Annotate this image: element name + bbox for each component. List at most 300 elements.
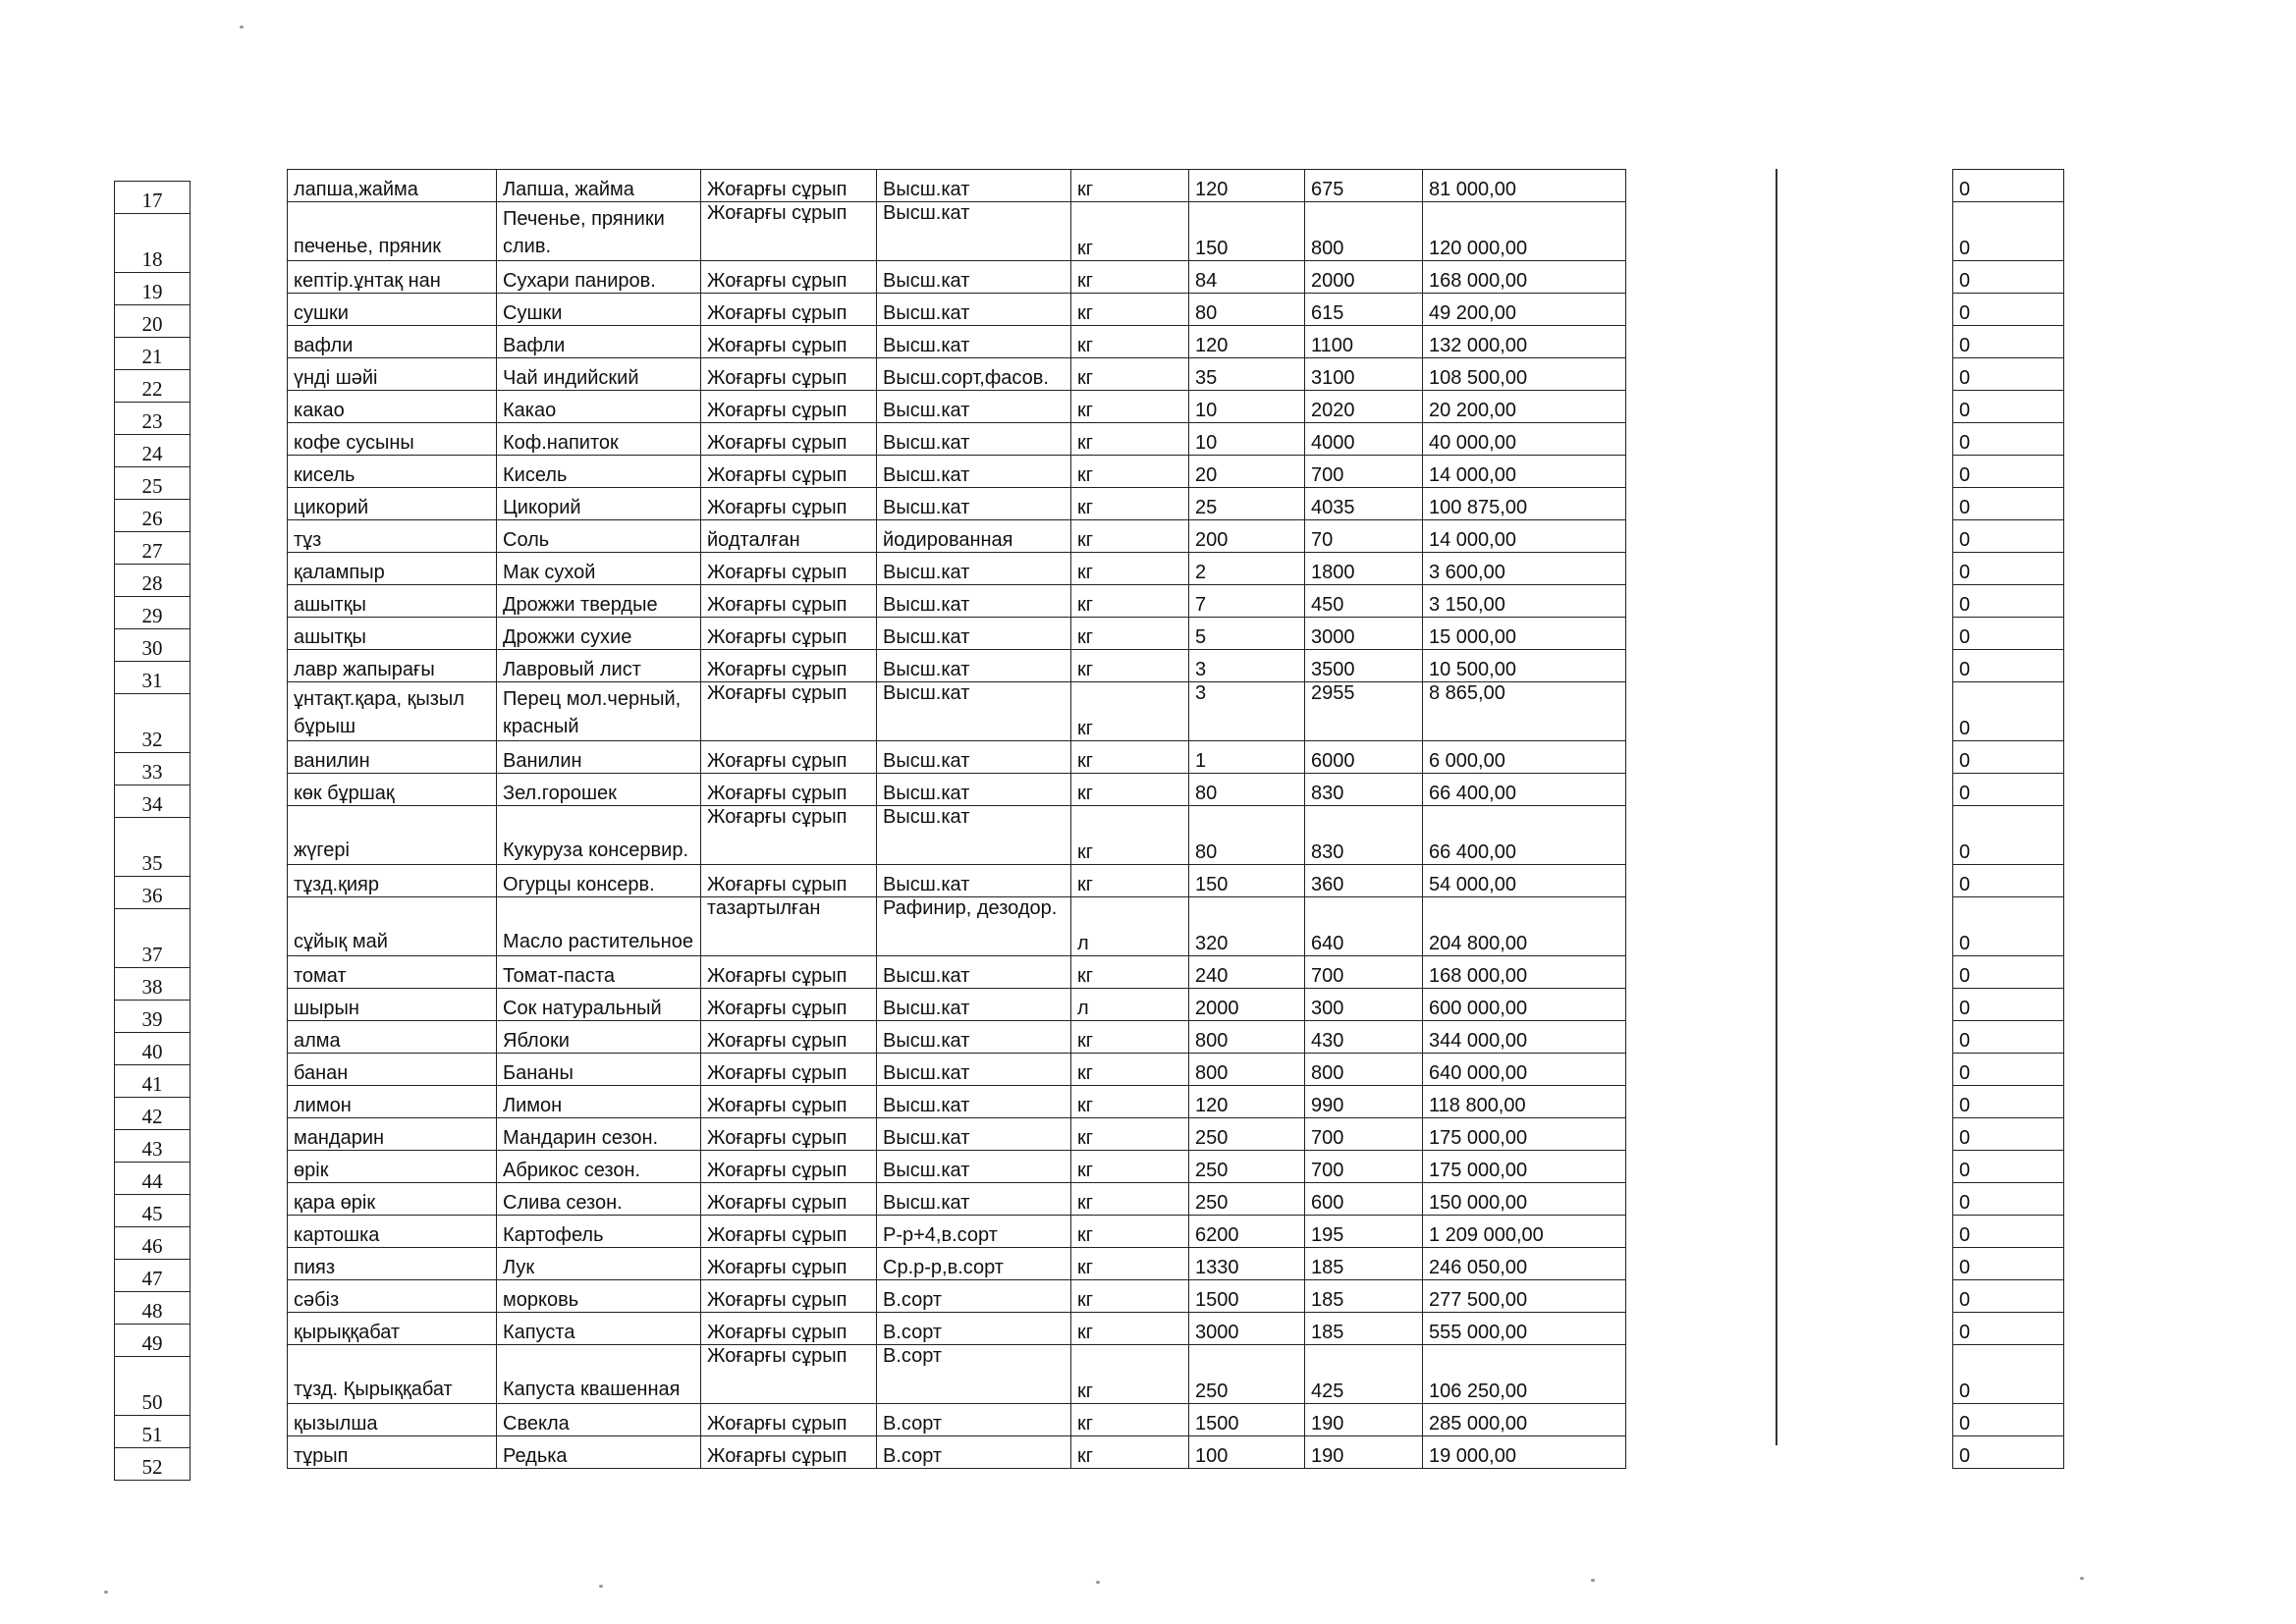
cell-sum: 19 000,00	[1423, 1436, 1626, 1469]
cell-name-kk: лапша,жайма	[288, 170, 497, 202]
cell-name-ru: Чай индийский	[497, 358, 701, 391]
extra-value: 0	[1953, 170, 2064, 202]
row-number: 29	[115, 597, 191, 629]
row-number: 43	[115, 1130, 191, 1163]
row-number: 18	[115, 214, 191, 273]
table-row	[288, 326, 1626, 358]
cell-quantity: 10	[1189, 391, 1305, 423]
cell-price: 2000	[1305, 261, 1423, 294]
row-number-row	[115, 1163, 191, 1195]
cell-name-ru: Масло растительное	[497, 897, 701, 956]
cell-quantity: 80	[1189, 294, 1305, 326]
extra-value: 0	[1953, 553, 2064, 585]
row-number: 17	[115, 182, 191, 214]
cell-price: 430	[1305, 1021, 1423, 1054]
cell-name-ru: Лук	[497, 1248, 701, 1280]
cell-name-ru: Слива сезон.	[497, 1183, 701, 1216]
cell-quantity: 10	[1189, 423, 1305, 456]
row-number: 31	[115, 662, 191, 694]
cell-price: 185	[1305, 1280, 1423, 1313]
row-number-row	[115, 1292, 191, 1325]
cell-grade-kk: Жоғарғы сұрып	[701, 1054, 877, 1086]
cell-unit: кг	[1071, 488, 1189, 520]
cell-name-kk: сұйық май	[288, 897, 497, 956]
cell-quantity: 150	[1189, 202, 1305, 261]
row-number-row	[115, 1325, 191, 1357]
row-number: 23	[115, 403, 191, 435]
cell-grade-kk: Жоғарғы сұрып	[701, 741, 877, 774]
cell-name-ru: Цикорий	[497, 488, 701, 520]
cell-unit: кг	[1071, 1054, 1189, 1086]
cell-sum: 14 000,00	[1423, 520, 1626, 553]
table-row	[288, 1248, 1626, 1280]
extra-row	[1953, 1280, 2064, 1313]
cell-price: 4035	[1305, 488, 1423, 520]
row-number-row	[115, 1001, 191, 1033]
cell-price: 1100	[1305, 326, 1423, 358]
row-number-row	[115, 1033, 191, 1065]
cell-price: 3000	[1305, 618, 1423, 650]
cell-sum: 3 600,00	[1423, 553, 1626, 585]
cell-grade-ru: Высш.кат	[877, 553, 1071, 585]
cell-name-ru: Сухари паниров.	[497, 261, 701, 294]
cell-name-kk: тұз	[288, 520, 497, 553]
table-row	[288, 1345, 1626, 1404]
row-number-row	[115, 182, 191, 214]
cell-grade-ru: Высш.кат	[877, 585, 1071, 618]
cell-grade-kk: Жоғарғы сұрып	[701, 682, 877, 741]
cell-price: 4000	[1305, 423, 1423, 456]
cell-grade-kk: Жоғарғы сұрып	[701, 1404, 877, 1436]
extra-value: 0	[1953, 806, 2064, 865]
table-row	[288, 553, 1626, 585]
cell-grade-ru: Ср.р-р,в.сорт	[877, 1248, 1071, 1280]
extra-row	[1953, 202, 2064, 261]
cell-unit: кг	[1071, 170, 1189, 202]
cell-unit: кг	[1071, 865, 1189, 897]
cell-price: 700	[1305, 956, 1423, 989]
cell-grade-kk: Жоғарғы сұрып	[701, 261, 877, 294]
extra-value: 0	[1953, 989, 2064, 1021]
extra-row	[1953, 1054, 2064, 1086]
extra-value: 0	[1953, 1248, 2064, 1280]
row-number-row	[115, 1260, 191, 1292]
cell-name-ru: Капуста квашенная	[497, 1345, 701, 1404]
cell-grade-kk: Жоғарғы сұрып	[701, 956, 877, 989]
row-number-row	[115, 500, 191, 532]
cell-quantity: 3000	[1189, 1313, 1305, 1345]
cell-sum: 6 000,00	[1423, 741, 1626, 774]
table-row	[288, 391, 1626, 423]
extra-value: 0	[1953, 1021, 2064, 1054]
extra-row	[1953, 1436, 2064, 1469]
cell-price: 425	[1305, 1345, 1423, 1404]
cell-sum: 555 000,00	[1423, 1313, 1626, 1345]
cell-quantity: 5	[1189, 618, 1305, 650]
extra-value: 0	[1953, 488, 2064, 520]
extra-value: 0	[1953, 261, 2064, 294]
extra-row	[1953, 391, 2064, 423]
cell-name-kk: ашытқы	[288, 585, 497, 618]
cell-name-ru: Томат-паста	[497, 956, 701, 989]
cell-quantity: 2	[1189, 553, 1305, 585]
cell-name-ru: Вафли	[497, 326, 701, 358]
cell-grade-ru: Высш.кат	[877, 1054, 1071, 1086]
extra-value: 0	[1953, 865, 2064, 897]
extra-value: 0	[1953, 1345, 2064, 1404]
cell-grade-ru: Высш.кат	[877, 806, 1071, 865]
cell-grade-kk: Жоғарғы сұрып	[701, 553, 877, 585]
table-row	[288, 774, 1626, 806]
row-number: 50	[115, 1357, 191, 1416]
cell-name-kk: сушки	[288, 294, 497, 326]
row-number-row	[115, 403, 191, 435]
cell-sum: 3 150,00	[1423, 585, 1626, 618]
cell-grade-kk: Жоғарғы сұрып	[701, 650, 877, 682]
cell-unit: л	[1071, 897, 1189, 956]
cell-price: 185	[1305, 1248, 1423, 1280]
row-number-row	[115, 785, 191, 818]
extra-value: 0	[1953, 520, 2064, 553]
cell-name-ru: Яблоки	[497, 1021, 701, 1054]
cell-price: 1800	[1305, 553, 1423, 585]
cell-price: 2020	[1305, 391, 1423, 423]
extra-value: 0	[1953, 741, 2064, 774]
cell-grade-kk: Жоғарғы сұрып	[701, 1151, 877, 1183]
row-number-row	[115, 1130, 191, 1163]
cell-grade-ru: Высш.кат	[877, 741, 1071, 774]
cell-grade-ru: В.сорт	[877, 1313, 1071, 1345]
extra-row	[1953, 294, 2064, 326]
cell-unit: кг	[1071, 956, 1189, 989]
row-number-row	[115, 1195, 191, 1227]
cell-name-kk: кисель	[288, 456, 497, 488]
cell-grade-ru: Высш.кат	[877, 456, 1071, 488]
row-number-row	[115, 909, 191, 968]
cell-quantity: 3	[1189, 682, 1305, 741]
cell-unit: кг	[1071, 456, 1189, 488]
table-row	[288, 806, 1626, 865]
table-row	[288, 585, 1626, 618]
table-row	[288, 261, 1626, 294]
cell-quantity: 100	[1189, 1436, 1305, 1469]
cell-price: 830	[1305, 806, 1423, 865]
table-row	[288, 897, 1626, 956]
cell-unit: кг	[1071, 1021, 1189, 1054]
row-number: 33	[115, 753, 191, 785]
cell-sum: 175 000,00	[1423, 1151, 1626, 1183]
scan-speck	[104, 1591, 108, 1594]
row-number-row	[115, 629, 191, 662]
cell-name-kk: вафли	[288, 326, 497, 358]
cell-price: 700	[1305, 1151, 1423, 1183]
cell-grade-ru: Высш.кат	[877, 170, 1071, 202]
row-number-row	[115, 597, 191, 629]
extra-value: 0	[1953, 1118, 2064, 1151]
row-number-row	[115, 1227, 191, 1260]
cell-sum: 168 000,00	[1423, 956, 1626, 989]
extra-row	[1953, 774, 2064, 806]
cell-grade-kk: Жоғарғы сұрып	[701, 774, 877, 806]
extra-value: 0	[1953, 1216, 2064, 1248]
row-number-row	[115, 1357, 191, 1416]
cell-price: 800	[1305, 1054, 1423, 1086]
row-number-row	[115, 532, 191, 565]
cell-sum: 640 000,00	[1423, 1054, 1626, 1086]
table-row	[288, 1183, 1626, 1216]
table-row	[288, 956, 1626, 989]
cell-name-kk: сәбіз	[288, 1280, 497, 1313]
scan-speck	[599, 1585, 603, 1588]
cell-sum: 1 209 000,00	[1423, 1216, 1626, 1248]
extra-row	[1953, 1086, 2064, 1118]
table-row	[288, 456, 1626, 488]
cell-name-kk: шырын	[288, 989, 497, 1021]
table-row	[288, 1086, 1626, 1118]
cell-grade-ru: Высш.кат	[877, 1151, 1071, 1183]
cell-price: 185	[1305, 1313, 1423, 1345]
row-number: 44	[115, 1163, 191, 1195]
cell-name-kk: печенье, пряник	[288, 202, 497, 261]
cell-name-ru: Коф.напиток	[497, 423, 701, 456]
cell-sum: 285 000,00	[1423, 1404, 1626, 1436]
cell-grade-kk: Жоғарғы сұрып	[701, 1216, 877, 1248]
cell-grade-ru: Высш.кат	[877, 1183, 1071, 1216]
cell-grade-ru: В.сорт	[877, 1404, 1071, 1436]
cell-name-kk: лимон	[288, 1086, 497, 1118]
cell-name-kk: цикорий	[288, 488, 497, 520]
cell-grade-kk: Жоғарғы сұрып	[701, 202, 877, 261]
extra-value: 0	[1953, 585, 2064, 618]
cell-unit: кг	[1071, 682, 1189, 741]
table-row	[288, 520, 1626, 553]
cell-sum: 20 200,00	[1423, 391, 1626, 423]
extra-row	[1953, 326, 2064, 358]
extra-value: 0	[1953, 391, 2064, 423]
cell-name-kk: тұрып	[288, 1436, 497, 1469]
table-row	[288, 989, 1626, 1021]
cell-name-kk: кофе сусыны	[288, 423, 497, 456]
table-row	[288, 1118, 1626, 1151]
extra-row	[1953, 1404, 2064, 1436]
extra-value: 0	[1953, 358, 2064, 391]
cell-grade-kk: Жоғарғы сұрып	[701, 1118, 877, 1151]
row-number-row	[115, 565, 191, 597]
cell-sum: 277 500,00	[1423, 1280, 1626, 1313]
cell-unit: кг	[1071, 1280, 1189, 1313]
cell-grade-ru: йодированная	[877, 520, 1071, 553]
cell-name-ru: Дрожжи сухие	[497, 618, 701, 650]
row-number: 37	[115, 909, 191, 968]
cell-grade-kk: Жоғарғы сұрып	[701, 170, 877, 202]
cell-unit: кг	[1071, 1216, 1189, 1248]
row-number-row	[115, 467, 191, 500]
cell-grade-ru: Высш.кат	[877, 294, 1071, 326]
cell-name-ru: Сок натуральный	[497, 989, 701, 1021]
row-number-row	[115, 694, 191, 753]
cell-sum: 118 800,00	[1423, 1086, 1626, 1118]
extra-row	[1953, 806, 2064, 865]
cell-sum: 49 200,00	[1423, 294, 1626, 326]
cell-name-kk: лавр жапырағы	[288, 650, 497, 682]
cell-sum: 150 000,00	[1423, 1183, 1626, 1216]
cell-quantity: 80	[1189, 806, 1305, 865]
table-row	[288, 1313, 1626, 1345]
extra-row	[1953, 989, 2064, 1021]
cell-name-ru: морковь	[497, 1280, 701, 1313]
cell-grade-kk: тазартылған	[701, 897, 877, 956]
cell-unit: кг	[1071, 1118, 1189, 1151]
row-number-row	[115, 338, 191, 370]
cell-grade-ru: Высш.кат	[877, 650, 1071, 682]
extra-row	[1953, 956, 2064, 989]
table-row	[288, 170, 1626, 202]
extra-row	[1953, 1118, 2064, 1151]
extra-value: 0	[1953, 682, 2064, 741]
cell-name-kk: тұзд.қияр	[288, 865, 497, 897]
cell-quantity: 800	[1189, 1054, 1305, 1086]
row-number-row	[115, 818, 191, 877]
cell-sum: 10 500,00	[1423, 650, 1626, 682]
row-number: 35	[115, 818, 191, 877]
table-row	[288, 1021, 1626, 1054]
cell-unit: кг	[1071, 261, 1189, 294]
cell-quantity: 240	[1189, 956, 1305, 989]
extra-row	[1953, 585, 2064, 618]
cell-name-ru: Лапша, жайма	[497, 170, 701, 202]
cell-sum: 66 400,00	[1423, 806, 1626, 865]
cell-name-ru: Соль	[497, 520, 701, 553]
cell-name-ru: Дрожжи твердые	[497, 585, 701, 618]
cell-sum: 120 000,00	[1423, 202, 1626, 261]
row-number: 32	[115, 694, 191, 753]
extra-row	[1953, 456, 2064, 488]
cell-price: 640	[1305, 897, 1423, 956]
extra-value: 0	[1953, 423, 2064, 456]
product-table	[287, 169, 1626, 1469]
cell-quantity: 1	[1189, 741, 1305, 774]
cell-price: 195	[1305, 1216, 1423, 1248]
cell-unit: кг	[1071, 326, 1189, 358]
cell-quantity: 35	[1189, 358, 1305, 391]
row-number: 22	[115, 370, 191, 403]
table-row	[288, 865, 1626, 897]
extra-row	[1953, 1021, 2064, 1054]
cell-quantity: 84	[1189, 261, 1305, 294]
cell-sum: 344 000,00	[1423, 1021, 1626, 1054]
row-number-row	[115, 968, 191, 1001]
table-row	[288, 1404, 1626, 1436]
extra-value: 0	[1953, 956, 2064, 989]
cell-unit: кг	[1071, 1345, 1189, 1404]
cell-name-ru: Перец мол.черный, красный	[497, 682, 701, 741]
cell-quantity: 80	[1189, 774, 1305, 806]
cell-quantity: 20	[1189, 456, 1305, 488]
cell-sum: 204 800,00	[1423, 897, 1626, 956]
cell-unit: кг	[1071, 202, 1189, 261]
row-number: 20	[115, 305, 191, 338]
cell-grade-kk: Жоғарғы сұрып	[701, 1436, 877, 1469]
cell-quantity: 3	[1189, 650, 1305, 682]
cell-sum: 66 400,00	[1423, 774, 1626, 806]
extra-row	[1953, 682, 2064, 741]
cell-grade-ru: Высш.кат	[877, 618, 1071, 650]
cell-grade-ru: Высш.кат	[877, 423, 1071, 456]
cell-grade-ru: Высш.кат	[877, 956, 1071, 989]
cell-grade-ru: В.сорт	[877, 1345, 1071, 1404]
cell-grade-kk: Жоғарғы сұрып	[701, 1086, 877, 1118]
cell-grade-kk: Жоғарғы сұрып	[701, 1248, 877, 1280]
extra-value: 0	[1953, 456, 2064, 488]
cell-quantity: 1500	[1189, 1280, 1305, 1313]
extra-value: 0	[1953, 897, 2064, 956]
extra-row	[1953, 1216, 2064, 1248]
cell-grade-kk: Жоғарғы сұрып	[701, 1183, 877, 1216]
cell-sum: 8 865,00	[1423, 682, 1626, 741]
cell-unit: кг	[1071, 1404, 1189, 1436]
cell-quantity: 150	[1189, 865, 1305, 897]
cell-sum: 40 000,00	[1423, 423, 1626, 456]
cell-grade-kk: Жоғарғы сұрып	[701, 1280, 877, 1313]
cell-name-ru: Сушки	[497, 294, 701, 326]
cell-quantity: 1330	[1189, 1248, 1305, 1280]
cell-name-kk: жүгері	[288, 806, 497, 865]
extra-value-column	[1952, 169, 2064, 1469]
row-number: 30	[115, 629, 191, 662]
cell-grade-ru: Рафинир, дезодор.	[877, 897, 1071, 956]
cell-quantity: 120	[1189, 326, 1305, 358]
extra-value: 0	[1953, 1436, 2064, 1469]
row-number: 46	[115, 1227, 191, 1260]
cell-unit: кг	[1071, 1151, 1189, 1183]
cell-price: 6000	[1305, 741, 1423, 774]
table-row	[288, 1054, 1626, 1086]
cell-price: 700	[1305, 456, 1423, 488]
cell-name-kk: картошка	[288, 1216, 497, 1248]
cell-unit: кг	[1071, 358, 1189, 391]
row-number-row	[115, 1448, 191, 1481]
cell-name-kk: көк бұршақ	[288, 774, 497, 806]
cell-grade-kk: йодталған	[701, 520, 877, 553]
extra-row	[1953, 1313, 2064, 1345]
extra-row	[1953, 1151, 2064, 1183]
row-number: 34	[115, 785, 191, 818]
cell-name-kk: мандарин	[288, 1118, 497, 1151]
cell-grade-ru: Высш.сорт,фасов.	[877, 358, 1071, 391]
cell-price: 190	[1305, 1436, 1423, 1469]
cell-sum: 54 000,00	[1423, 865, 1626, 897]
extra-value: 0	[1953, 774, 2064, 806]
row-number: 36	[115, 877, 191, 909]
cell-price: 990	[1305, 1086, 1423, 1118]
cell-sum: 106 250,00	[1423, 1345, 1626, 1404]
cell-name-ru: Бананы	[497, 1054, 701, 1086]
extra-value: 0	[1953, 1313, 2064, 1345]
cell-grade-kk: Жоғарғы сұрып	[701, 423, 877, 456]
row-number-column	[114, 181, 191, 1481]
row-number: 27	[115, 532, 191, 565]
cell-name-kk: өрік	[288, 1151, 497, 1183]
row-number: 39	[115, 1001, 191, 1033]
extra-value: 0	[1953, 326, 2064, 358]
cell-grade-kk: Жоғарғы сұрып	[701, 326, 877, 358]
table-row	[288, 488, 1626, 520]
vertical-divider	[1776, 169, 1777, 1445]
row-number: 41	[115, 1065, 191, 1098]
cell-name-ru: Редька	[497, 1436, 701, 1469]
cell-grade-kk: Жоғарғы сұрып	[701, 806, 877, 865]
cell-unit: кг	[1071, 1313, 1189, 1345]
